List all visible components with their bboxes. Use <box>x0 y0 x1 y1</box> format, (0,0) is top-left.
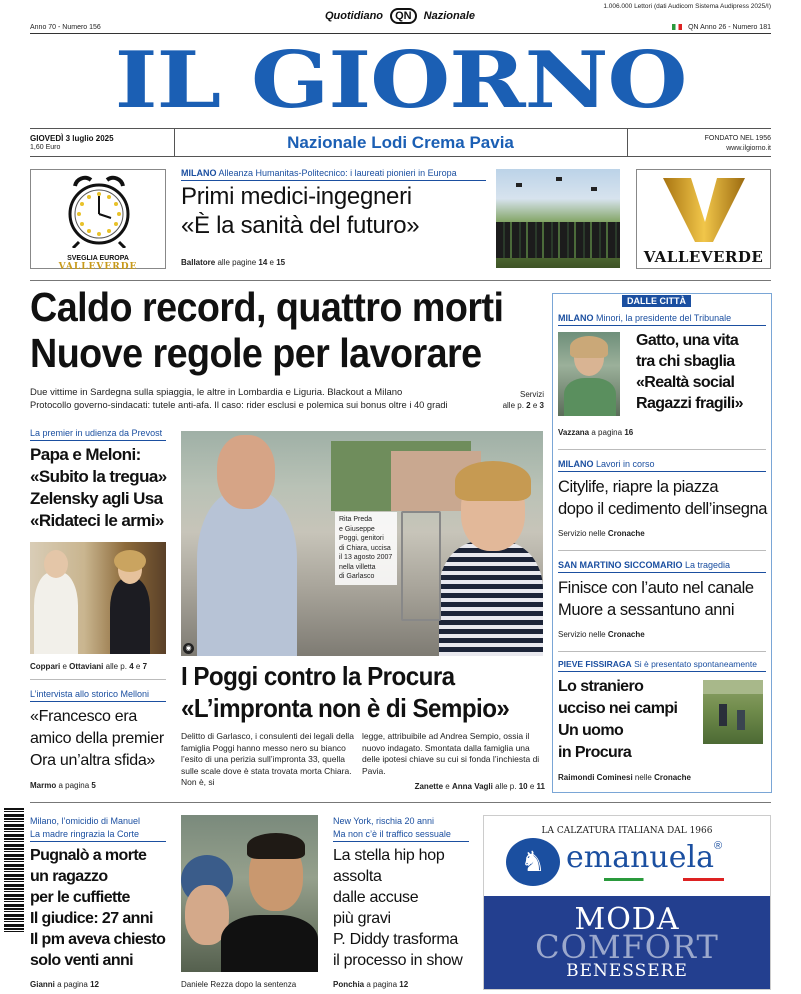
dc3-sub: La tragedia <box>685 560 731 570</box>
teaser-and: e <box>269 258 274 267</box>
dc4-sub: Si è presentato spontaneamente <box>634 659 757 669</box>
dc4-author: Raimondi Cominesi <box>558 773 633 782</box>
left-ref[interactable] <box>30 662 147 671</box>
bl-title-1: un ragazzo <box>30 868 108 885</box>
bm-title-3: più gravi <box>333 910 391 927</box>
dc4-title-2: Un uomo <box>558 722 624 739</box>
qn-header <box>300 8 500 28</box>
bm-title-4: P. Diddy trasforma <box>333 931 459 948</box>
dc4-title[interactable] <box>558 676 677 764</box>
left-title-0: Papa e Meloni: <box>30 445 141 464</box>
field-photo <box>703 680 763 744</box>
lead-ref[interactable] <box>500 389 544 411</box>
lead-title[interactable] <box>30 284 503 376</box>
bm-title-5: il processo in show <box>333 952 463 969</box>
bm-page: 12 <box>399 980 409 989</box>
dc3-title-0: Finisce con l’auto nel canale <box>558 579 754 597</box>
website[interactable]: www.ilgiorno.it <box>726 145 771 152</box>
ad-tricolor <box>604 878 724 881</box>
teaser-author: Ballatore <box>181 258 216 267</box>
left-title-2: Zelensky agli Usa <box>30 489 163 508</box>
left-ref-text: alle p. <box>105 662 127 671</box>
masthead-title[interactable]: IL GIORNO <box>114 35 687 126</box>
founded: FONDATO NEL 1956 <box>704 135 771 142</box>
dc1-title-1: tra chi sbaglia <box>636 353 735 370</box>
ad-sveglia-europa[interactable] <box>30 169 166 272</box>
pope-meloni-photo <box>30 542 166 654</box>
edition: Nazionale Lodi Crema Pavia <box>287 133 514 152</box>
dc1-page: 16 <box>624 428 634 437</box>
left-title2-0: «Francesco era <box>30 708 137 725</box>
ad-valleverde[interactable] <box>636 169 771 269</box>
teaser-title-line2: «È la sanità del futuro» <box>181 212 420 239</box>
teaser-kicker <box>181 168 457 178</box>
left-kicker: La premier in udienza da Prevost <box>30 428 163 438</box>
ad-comfort: COMFORT <box>535 928 719 966</box>
left-title-3: «Ridateci le armi» <box>30 511 164 530</box>
left-title-1: «Subito la tregua» <box>30 467 167 486</box>
horse-icon: ♞ <box>506 838 560 886</box>
dc2-ref[interactable] <box>558 529 645 538</box>
anno-right: QN Anno 26 - Numero 181 <box>688 24 771 31</box>
dc3-ref[interactable] <box>558 630 645 639</box>
dc2-city: MILANO <box>558 459 594 469</box>
ad-sveglia-line1: SVEGLIA EUROPA <box>67 255 129 262</box>
bm-ref[interactable] <box>333 980 408 989</box>
dc1-city: MILANO <box>558 313 594 323</box>
bl-kicker1: Milano, l’omicidio di Manuel <box>30 816 141 826</box>
ad-benessere: BENESSERE <box>566 961 688 981</box>
graduates-photo <box>496 169 620 268</box>
center-caption <box>335 512 397 585</box>
lead-title-line1: Caldo record, quattro morti <box>30 284 504 330</box>
readers-line: 1.006.000 Lettori (dati Audicom Sistema Audipress 2025/I) <box>603 3 771 10</box>
center-caption-6: di Garlasco <box>339 573 375 580</box>
dc3-section: Cronache <box>607 630 645 639</box>
dc1-title-3: Ragazzi fragili» <box>636 395 743 412</box>
dc4-title-0: Lo straniero <box>558 678 644 695</box>
bm-title-2: dalle accuse <box>333 889 419 906</box>
left-title2-2: Ora un’altra sfida» <box>30 752 156 769</box>
dalle-citta-header: DALLE CITTÀ <box>622 295 691 307</box>
teaser-page2: 15 <box>276 258 286 267</box>
dc3-title[interactable] <box>558 577 754 621</box>
bm-title-1: assolta <box>333 868 382 885</box>
center-title-line1: I Poggi contro la Procura <box>181 661 455 691</box>
left-author1: Coppari <box>30 662 61 671</box>
dc1-title[interactable] <box>636 330 743 414</box>
dc4-section: Cronache <box>654 773 691 782</box>
left-page2: 7 <box>142 662 148 671</box>
ad-tagline: LA CALZATURA ITALIANA DAL 1966 <box>541 826 713 836</box>
bl-title-5: solo venti anni <box>30 952 134 969</box>
dc2-sub: Lavori in corso <box>596 459 655 469</box>
left-title2[interactable] <box>30 706 164 772</box>
teaser-title-line1: Primi medici-ingegneri <box>181 183 412 210</box>
judge-photo <box>558 332 620 416</box>
dc4-title-1: ucciso nei campi <box>558 700 678 717</box>
ad-reg: ® <box>713 840 723 852</box>
dc3-kicker <box>558 560 730 570</box>
dc2-title-0: Citylife, riapre la piazza <box>558 478 719 496</box>
center-body-right: legge, attribuibile ad Andrea Sempio, ossia il nuovo indagato. Smontata dalla famiglia una delle ipotesi chiave su cui si fonda l’inchiesta di Pavia. <box>362 731 540 776</box>
date: GIOVEDÌ 3 luglio 2025 <box>30 134 114 143</box>
ad-brand: emanuela <box>566 840 714 875</box>
center-caption-2: Poggi, genitori <box>339 535 384 542</box>
bl-ref-text: a pagina <box>57 980 88 989</box>
bl-title-3: Il giudice: 27 anni <box>30 910 153 927</box>
qn-right: Nazionale <box>423 10 476 22</box>
dc4-ref[interactable] <box>558 773 691 782</box>
qn-logo: QN <box>390 8 417 24</box>
bl-ref[interactable] <box>30 980 99 989</box>
left-kicker2: L’intervista allo storico Melloni <box>30 689 150 699</box>
center-page1: 10 <box>518 782 528 791</box>
bl-title-4: Il pm aveva chiesto <box>30 931 166 948</box>
anno-left: Anno 70 - Numero 156 <box>30 24 101 31</box>
left-page3: 5 <box>91 781 96 790</box>
left-and1: e <box>62 662 67 671</box>
bm-title[interactable] <box>333 845 462 971</box>
lead-title-line2: Nuove regole per lavorare <box>30 330 482 376</box>
dc4-ref-text: nelle <box>634 773 652 782</box>
dc2-section: Cronache <box>607 529 645 538</box>
dc1-title-0: Gatto, una vita <box>636 332 739 349</box>
valleverde-brand: VALLEVERDE <box>643 248 764 266</box>
dc3-ref-text: Servizio nelle <box>558 630 606 639</box>
bm-title-0: La stella hip hop <box>333 847 445 864</box>
bl-title[interactable] <box>30 845 165 971</box>
ad-emanuela[interactable] <box>483 815 771 990</box>
lead-page1: 2 <box>526 401 531 410</box>
rezza-photo <box>181 815 318 972</box>
dc1-kicker <box>558 313 731 323</box>
center-caption-0: Rita Preda <box>339 516 373 523</box>
bl-title-0: Pugnalò a morte <box>30 847 147 864</box>
camera-icon: ◉ <box>183 643 194 654</box>
left-ref2[interactable] <box>30 781 96 790</box>
center-page2: 11 <box>536 782 545 791</box>
lead-page2: 3 <box>539 401 544 410</box>
dc4-city: PIEVE FISSIRAGA <box>558 659 632 669</box>
anno-right-wrap <box>672 24 771 31</box>
center-ref[interactable] <box>400 782 545 791</box>
bm-author: Ponchia <box>333 980 365 989</box>
teaser-subkicker: Alleanza Humanitas-Politecnico: i laureati pionieri in Europa <box>218 168 457 178</box>
dc3-title-1: Muore a sessantuno anni <box>558 601 735 619</box>
qn-left: Quotidiano <box>324 10 384 22</box>
lead-and: e <box>532 401 538 410</box>
lead-ref1: Servizi <box>519 390 544 399</box>
dc2-title-1: dopo il cedimento dell’insegna <box>558 500 768 518</box>
lead-summary1: Due vittime in Sardegna sulla spiaggia, le altre in Lombardia e Liguria. Blackout a Milano <box>30 387 403 398</box>
lead-summary2: Protocollo governo-sindacati: tutele anti-afa. Il caso: rider esclusi e polemica sui bonus oltre i 40 gradi <box>30 400 448 411</box>
left-title[interactable] <box>30 444 167 532</box>
center-title-line2: «L’impronta non è di Sempio» <box>181 693 510 723</box>
left-ref3-text: a pagina <box>58 781 90 790</box>
center-caption-5: nella villetta <box>339 563 376 571</box>
lead-summary <box>30 386 500 412</box>
center-caption-3: di Chiara, uccisa <box>339 544 391 552</box>
dc1-sub: Minori, la presidente del Tribunale <box>596 313 732 323</box>
lead-ref2: alle p. <box>502 401 524 410</box>
teaser-title[interactable] <box>181 182 419 240</box>
dc2-ref-text: Servizio nelle <box>558 529 606 538</box>
ad-sveglia-line2: VALLEVERDE <box>58 262 138 272</box>
dc1-title-2: «Realtà social <box>636 374 735 391</box>
left-and2: e <box>135 662 141 671</box>
teaser-ref[interactable] <box>181 258 285 267</box>
bm-kicker2: Ma non c’è il traffico sessuale <box>333 829 451 839</box>
dc3-city: SAN MARTINO SICCOMARIO <box>558 560 683 570</box>
bl-page: 12 <box>90 980 99 989</box>
teaser-ref-pre: alle pagine <box>217 258 257 267</box>
alarm-clock-icon <box>31 170 167 248</box>
center-title[interactable] <box>181 660 509 724</box>
dc4-kicker <box>558 659 757 669</box>
center-body-left: Delitto di Garlasco, i consulenti dei legali della famiglia Poggi hanno messo nero su bianco l’esito di una perizia sull’impronta 33, quella sulle scale dove è stata trovata morta Chiara. Non è, si <box>181 731 354 787</box>
dc1-ref-text: a pagina <box>591 428 623 437</box>
center-author2: Anna Vagli <box>451 782 493 791</box>
bl-author: Gianni <box>30 980 55 989</box>
center-caption-4: il 13 agosto 2007 <box>339 554 393 561</box>
dc2-title[interactable] <box>558 476 767 520</box>
teaser-kicker-city: MILANO <box>181 168 217 178</box>
center-author1: Zanette <box>414 782 444 791</box>
bm-ref-text: a pagina <box>366 980 398 989</box>
dc1-ref[interactable] <box>558 428 633 437</box>
bl-kicker2: La madre ringrazia la Corte <box>30 829 140 839</box>
ad-moda: MODA <box>574 902 680 937</box>
left-author3: Marmo <box>30 781 57 790</box>
center-ref-text: alle p. <box>495 782 517 791</box>
center-and2: e <box>529 782 535 791</box>
italy-flag-icon <box>672 24 682 30</box>
left-title2-1: amico della premier <box>30 730 164 747</box>
barcode <box>4 808 24 932</box>
dc4-title-3: in Procura <box>558 744 632 761</box>
left-author2: Ottaviani <box>69 662 104 671</box>
teaser-page1: 14 <box>258 258 268 267</box>
center-and1: e <box>445 782 450 791</box>
rezza-caption: Daniele Rezza dopo la sentenza <box>181 980 297 989</box>
dc1-author: Vazzana <box>558 428 590 437</box>
bm-kicker1: New York, rischia 20 anni <box>333 816 435 826</box>
dc2-kicker <box>558 459 655 469</box>
center-caption-1: e Giuseppe <box>339 525 375 533</box>
bl-title-2: per le cuffiette <box>30 889 130 906</box>
price: 1,60 Euro <box>30 144 61 151</box>
left-page1: 4 <box>129 662 134 671</box>
valleverde-v-logo <box>659 174 749 244</box>
